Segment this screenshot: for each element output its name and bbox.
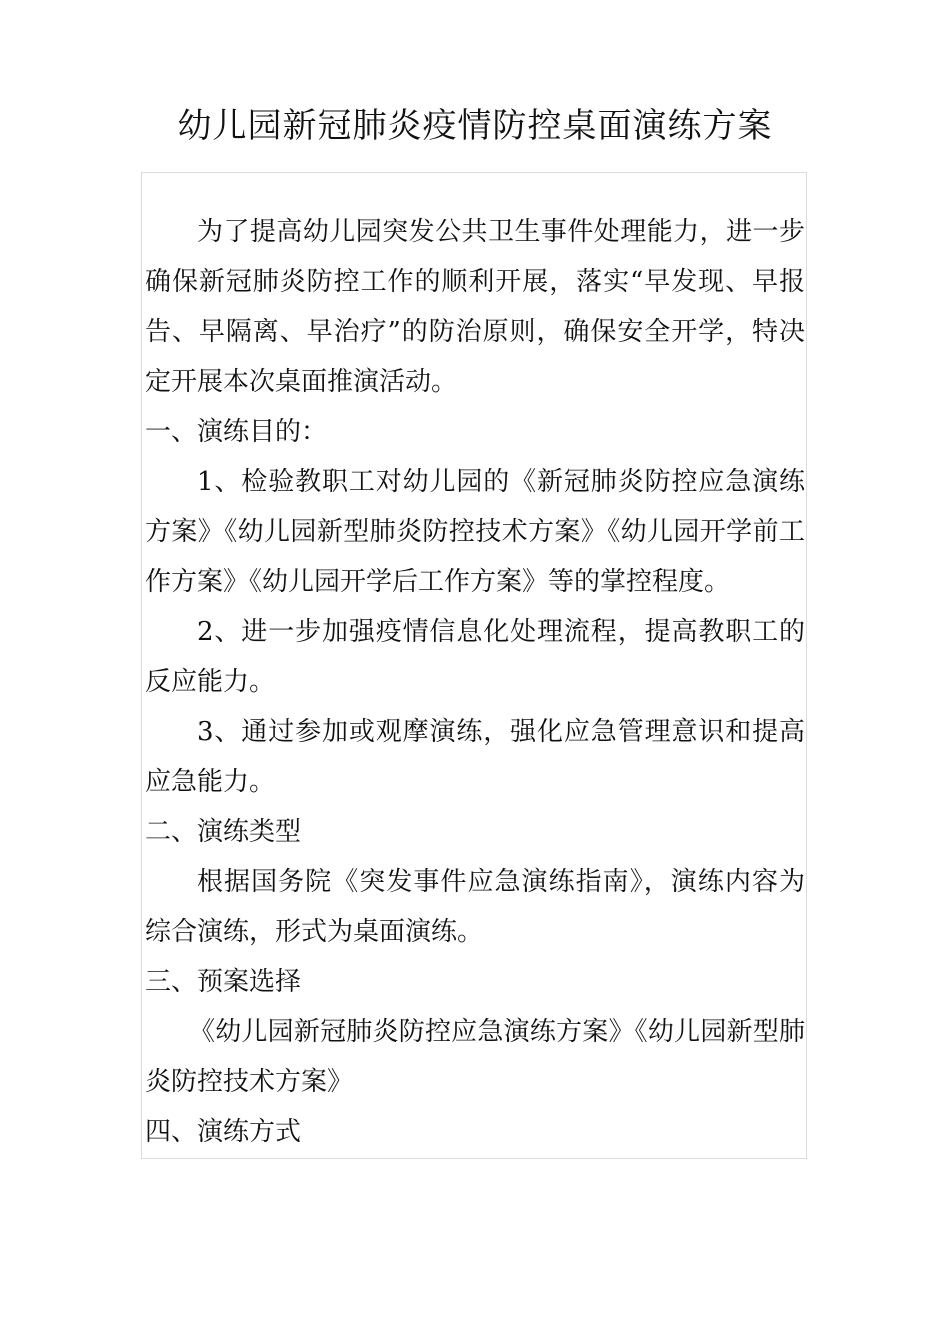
document-body <box>145 207 805 1157</box>
section-heading-method: 四、演练方式 <box>145 1117 302 1147</box>
section-heading-type: 二、演练类型 <box>145 817 302 847</box>
purpose-item-3: 3、通过参加或观摩演练，强化应急管理意识和提高应急能力。 <box>145 717 805 797</box>
intro-paragraph: 为了提高幼儿园突发公共卫生事件处理能力，进一步确保新冠肺炎防控工作的顺利开展，落实“早发现、早报告、早隔离、早治疗”的防治原则，确保安全开学，特决定开展本次桌面推演活动。 <box>145 217 805 397</box>
section-heading-purpose: 一、演练目的： <box>145 417 328 447</box>
purpose-item-2: 2、进一步加强疫情信息化处理流程，提高教职工的反应能力。 <box>145 617 805 697</box>
plan-paragraph: 《幼儿园新冠肺炎防控应急演练方案》《幼儿园新型肺炎防控技术方案》 <box>145 1017 805 1097</box>
purpose-item-1: 1、检验教职工对幼儿园的《新冠肺炎防控应急演练方案》《幼儿园新型肺炎防控技术方案》《幼儿园开学前工作方案》《幼儿园开学后工作方案》等的掌控程度。 <box>145 467 805 597</box>
type-paragraph: 根据国务院《突发事件应急演练指南》，演练内容为综合演练，形式为桌面演练。 <box>145 867 805 947</box>
document-title: 幼儿园新冠肺炎疫情防控桌面演练方案 <box>177 106 773 146</box>
section-heading-plan: 三、预案选择 <box>145 967 302 997</box>
